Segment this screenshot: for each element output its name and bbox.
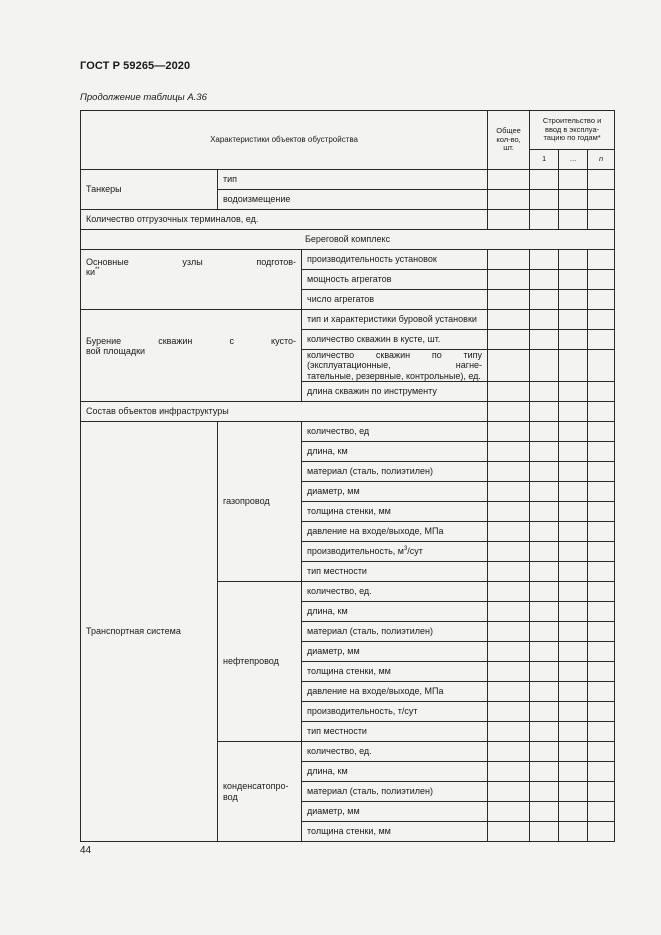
empty-cell [559,702,588,722]
empty-cell [488,210,530,230]
empty-cell [488,722,530,742]
empty-cell [588,682,615,702]
empty-cell [559,330,588,350]
table-row [81,170,615,190]
header-year-n: n [588,150,615,170]
empty-cell [530,642,559,662]
empty-cell [559,422,588,442]
table-row [81,310,615,330]
tankers-type: тип [218,170,488,190]
shore-complex-heading: Береговой комплекс [81,230,615,250]
empty-cell [588,622,615,642]
infrastructure-heading: Состав объектов инфраструктуры [81,402,488,422]
prep-units-footnote-mark: ** [94,267,100,274]
gas-productivity [302,542,488,562]
condensate-row: материал (сталь, полиэтилен) [302,782,488,802]
oil-row: количество, ед. [302,582,488,602]
characteristics-table [80,110,615,842]
empty-cell [488,382,530,402]
empty-cell [488,682,530,702]
empty-cell [530,782,559,802]
empty-cell [488,350,530,382]
empty-cell [530,270,559,290]
empty-cell [488,762,530,782]
empty-cell [559,350,588,382]
empty-cell [488,482,530,502]
oil-row: материал (сталь, полиэтилен) [302,622,488,642]
drilling-wells-by-type [302,350,488,382]
empty-cell [588,270,615,290]
prep-capacity: производительность установок [302,250,488,270]
empty-cell [488,250,530,270]
empty-cell [588,782,615,802]
empty-cell [559,482,588,502]
gas-row: длина, км [302,442,488,462]
oil-row: толщина стенки, мм [302,662,488,682]
empty-cell [559,802,588,822]
gas-row: давление на входе/выходе, МПа [302,522,488,542]
gas-terrain: тип местности [302,562,488,582]
empty-cell [588,310,615,330]
empty-cell [588,762,615,782]
table-header-row [81,111,615,150]
table-row [81,402,615,422]
empty-cell [530,622,559,642]
header-construction [530,111,615,150]
empty-cell [559,682,588,702]
empty-cell [530,382,559,402]
empty-cell [588,822,615,842]
empty-cell [488,190,530,210]
empty-cell [530,762,559,782]
empty-cell [488,542,530,562]
drilling-rig: тип и характеристики буровой установки [302,310,488,330]
empty-cell [488,290,530,310]
empty-cell [488,330,530,350]
header-total-line1: Общее [496,126,521,136]
prep-units-label-line1: Основные узлы подготов- [86,257,296,267]
empty-cell [588,382,615,402]
empty-cell [588,422,615,442]
gas-row: количество, ед [302,422,488,442]
empty-cell [488,782,530,802]
drilling-wells-by-type-line1: количество скважин по типу (эксплуатационные, нагне- [307,350,483,371]
empty-cell [559,822,588,842]
empty-cell [488,522,530,542]
table-caption: Продолжение таблицы А.36 [80,92,207,103]
condensate-row: количество, ед. [302,742,488,762]
empty-cell [588,742,615,762]
empty-cell [488,622,530,642]
empty-cell [588,402,615,422]
oil-row: длина, км [302,602,488,622]
empty-cell [559,270,588,290]
drilling-label-line2: вой площадки [86,346,146,357]
condensate-label-line1: конденсатопро- [223,781,289,792]
empty-cell [559,170,588,190]
empty-cell [588,582,615,602]
empty-cell [588,350,615,382]
empty-cell [530,802,559,822]
empty-cell [559,290,588,310]
empty-cell [588,642,615,662]
empty-cell [530,562,559,582]
empty-cell [530,542,559,562]
header-characteristics: Характеристики объектов обустройства [81,111,488,170]
gas-productivity-suffix: /сут [407,546,423,557]
section-row [81,230,615,250]
empty-cell [488,170,530,190]
empty-cell [530,662,559,682]
empty-cell [488,582,530,602]
empty-cell [559,582,588,602]
empty-cell [588,662,615,682]
empty-cell [530,402,559,422]
empty-cell [559,722,588,742]
condensate-pipeline-label [218,742,302,842]
empty-cell [559,642,588,662]
empty-cell [559,602,588,622]
drilling-label [81,310,302,402]
empty-cell [488,422,530,442]
drilling-wells-in-pad: количество скважин в кусте, шт. [302,330,488,350]
drilling-label-line1: Бурение скважин с кусто- [86,336,296,346]
terminals-count: Количество отгрузочных терминалов, ед. [81,210,488,230]
drilling-wells-by-type-line2: тательные, резервные, контрольные), ед. [307,370,481,381]
empty-cell [559,462,588,482]
empty-cell [559,190,588,210]
empty-cell [588,190,615,210]
empty-cell [588,502,615,522]
condensate-row: длина, км [302,762,488,782]
prep-count: число агрегатов [302,290,488,310]
empty-cell [530,250,559,270]
empty-cell [559,542,588,562]
empty-cell [488,602,530,622]
empty-cell [530,702,559,722]
header-year-dots: ... [559,150,588,170]
empty-cell [588,442,615,462]
condensate-row: диаметр, мм [302,802,488,822]
empty-cell [488,310,530,330]
table-row [81,422,615,442]
empty-cell [588,542,615,562]
empty-cell [488,802,530,822]
empty-cell [530,442,559,462]
oil-pipeline-label: нефтепровод [218,582,302,742]
empty-cell [559,742,588,762]
header-construction-line2: ввод в эксплуа- [544,124,600,134]
gas-pipeline-label: газопровод [218,422,302,582]
empty-cell [530,682,559,702]
prep-units-label-line2: ки [86,267,95,278]
tankers-displacement: водоизмещение [218,190,488,210]
empty-cell [588,562,615,582]
header-total-line2: кол-во, [496,134,521,144]
empty-cell [530,422,559,442]
empty-cell [559,762,588,782]
empty-cell [588,210,615,230]
empty-cell [588,250,615,270]
gas-productivity-sup: 3 [403,546,408,553]
oil-row: давление на входе/выходе, МПа [302,682,488,702]
oil-row: диаметр, мм [302,642,488,662]
empty-cell [559,402,588,422]
empty-cell [588,722,615,742]
empty-cell [559,310,588,330]
empty-cell [530,822,559,842]
empty-cell [588,482,615,502]
empty-cell [530,742,559,762]
empty-cell [588,602,615,622]
empty-cell [588,702,615,722]
empty-cell [588,802,615,822]
empty-cell [588,522,615,542]
header-construction-line1: Строительство и [542,116,602,126]
empty-cell [530,210,559,230]
empty-cell [559,250,588,270]
condensate-label-line2: вод [223,791,238,802]
empty-cell [530,482,559,502]
prep-power: мощность агрегатов [302,270,488,290]
empty-cell [559,502,588,522]
drilling-depth: длина скважин по инструменту [302,382,488,402]
oil-row: производительность, т/сут [302,702,488,722]
empty-cell [488,462,530,482]
empty-cell [530,330,559,350]
tankers-label: Танкеры [81,170,218,210]
empty-cell [488,562,530,582]
oil-row: тип местности [302,722,488,742]
empty-cell [530,462,559,482]
empty-cell [530,722,559,742]
empty-cell [559,382,588,402]
empty-cell [559,210,588,230]
empty-cell [588,170,615,190]
table-row [81,210,615,230]
page-number: 44 [80,845,92,856]
empty-cell [559,522,588,542]
empty-cell [559,442,588,462]
gas-productivity-prefix: производительность, м [307,546,404,557]
empty-cell [488,442,530,462]
empty-cell [530,582,559,602]
condensate-row: толщина стенки, мм [302,822,488,842]
gas-row: материал (сталь, полиэтилен) [302,462,488,482]
empty-cell [559,622,588,642]
empty-cell [488,402,530,422]
empty-cell [488,642,530,662]
empty-cell [488,502,530,522]
empty-cell [588,290,615,310]
empty-cell [530,170,559,190]
empty-cell [588,330,615,350]
prep-units-label [81,250,302,310]
empty-cell [530,522,559,542]
empty-cell [530,502,559,522]
transport-label: Транспортная система [81,422,218,842]
empty-cell [530,310,559,330]
table-row [81,250,615,270]
empty-cell [488,270,530,290]
empty-cell [588,462,615,482]
header-construction-line3: тацию по годам* [543,133,601,143]
header-total-line3: шт. [503,143,514,153]
empty-cell [488,702,530,722]
empty-cell [488,662,530,682]
header-year-1: 1 [530,150,559,170]
empty-cell [488,822,530,842]
empty-cell [530,190,559,210]
empty-cell [559,662,588,682]
empty-cell [488,742,530,762]
header-total-count [488,111,530,170]
empty-cell [530,290,559,310]
gas-row: диаметр, мм [302,482,488,502]
empty-cell [559,782,588,802]
empty-cell [559,562,588,582]
empty-cell [530,350,559,382]
empty-cell [530,602,559,622]
gas-row: толщина стенки, мм [302,502,488,522]
document-title: ГОСТ Р 59265—2020 [80,60,191,72]
